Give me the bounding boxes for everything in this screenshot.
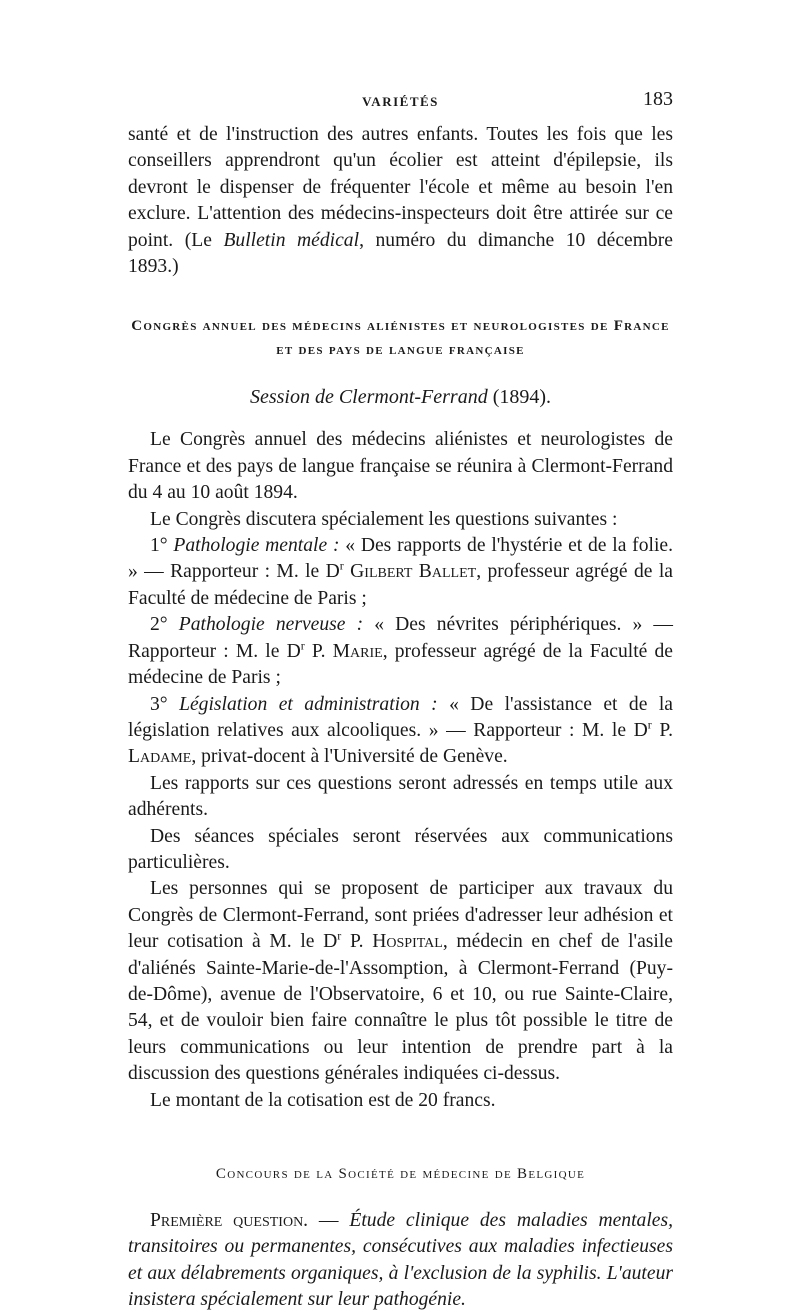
question-1-sup: r [339, 558, 344, 573]
concours-question [128, 1208, 673, 1314]
congres-paragraph-2: Le Congrès discutera spécialement les questions suivantes : [150, 508, 618, 530]
session-name: Session de Clermont-Ferrand [249, 386, 488, 409]
question-3-number: 3° [150, 693, 180, 715]
congres-paragraph-6: Le montant de la cotisation est de 20 francs. [150, 1089, 496, 1111]
question-3-text: « De l'assistance et de la législation relatives aux alcooliques. » — Rapporteur : M. le D [128, 693, 673, 741]
question-1-rapporteur: Gilbert Ballet [343, 561, 477, 583]
paragraph-5-sup: r [337, 928, 342, 943]
intro-paragraph [128, 122, 673, 280]
question-2-number: 2° [150, 614, 179, 636]
concours-dash: — [308, 1210, 350, 1231]
congres-paragraph-1: Le Congrès annuel des médecins aliénistes et neurologistes de France et des pays de langue française se réunira à Clermont-Ferrand du 4 au 10 août 1894. [128, 429, 673, 504]
question-1-number: 1° [150, 535, 174, 557]
question-1-tail: , professeur agrégé de la Faculté de médecine de Paris ; [128, 561, 673, 609]
question-2-sup: r [300, 638, 305, 653]
question-2-title: Pathologie nerveuse : [178, 614, 364, 636]
intro-tail: , numéro du dimanche 10 décembre 1893.) [128, 229, 673, 278]
running-head [128, 88, 673, 122]
congres-paragraph-3: Les rapports sur ces questions seront adressés en temps utile aux adhérents. [128, 772, 673, 821]
journal-title: Bulletin médical [223, 229, 360, 251]
congres-paragraph-4: Des séances spéciales seront réservées aux communications particulières. [128, 825, 673, 873]
paragraph-5-text: Les personnes qui se proposent de participer aux travaux du Congrès de Clermont-Ferrand, sont priées d'adresser leur adhésion et leur cotisation à M. le D [128, 878, 673, 953]
concours-heading: Concours de la Société de médecine de Belgique [215, 1166, 586, 1182]
congres-heading: Congrès annuel des médecins aliénistes et neurologistes de France et des pays de langue française [131, 318, 670, 359]
question-1-title: Pathologie mentale : [173, 535, 340, 557]
question-3-title: Législation et administration : [179, 693, 438, 715]
intro-text: santé et de l'instruction des autres enfants. Toutes les fois que les conseillers apprendront qu'un écolier est atteint d'épilepsie, ils devront le dispenser de fréquenter l'école et même au besoin l'en exclure. L'attention des médecins-inspecteurs doit être attirée sur ce point. (Le [128, 124, 673, 251]
question-1 [128, 533, 673, 612]
question-2-tail: , professeur agrégé de la Faculté de médecine de Paris ; [128, 640, 673, 689]
concours-question-label: Première question. [150, 1210, 309, 1231]
session-year: (1894). [487, 386, 552, 409]
question-2 [128, 612, 673, 691]
congres-paragraph-5 [128, 876, 673, 1087]
page-number: 183 [643, 88, 673, 110]
question-3 [128, 692, 673, 771]
book-page [128, 88, 673, 1314]
running-title: VARIÉTÉS [362, 94, 439, 109]
concours-question-text: Étude clinique des maladies mentales, transitoires ou permanentes, consécutives aux maladies infectieuses et aux délabrements organiques, à l'exclusion de la syphilis. L'auteur insistera spécialement sur leur pathogénie. [128, 1210, 673, 1311]
paragraph-5-tail: , médecin en chef de l'asile d'aliénés Sainte-Marie-de-l'Assomption, à Clermont-Ferrand (Puy-de-Dôme), avenue de l'Observatoire, 6 et 10, ou rue Sainte-Claire, 54, et de vouloir bien faire connaître le plus tôt possible le titre de leurs communications ou leur intention de prendre part à la discussion des questions générales indiquées ci-dessus. [128, 931, 673, 1085]
paragraph-5-name: P. Hospital [341, 931, 443, 953]
question-3-tail: , privat-docent à l'Université de Genève. [191, 746, 508, 768]
question-3-rapporteur: P. Ladame [128, 719, 673, 768]
question-2-text: « Des névrites périphériques. » — Rapporteur : M. le D [128, 614, 673, 662]
question-1-text: « Des rapports de l'hystérie et de la folie. » — Rapporteur : M. le D [128, 535, 673, 583]
session-heading [128, 386, 673, 409]
question-2-rapporteur: P. Marie [304, 640, 383, 662]
question-3-sup: r [647, 717, 652, 732]
